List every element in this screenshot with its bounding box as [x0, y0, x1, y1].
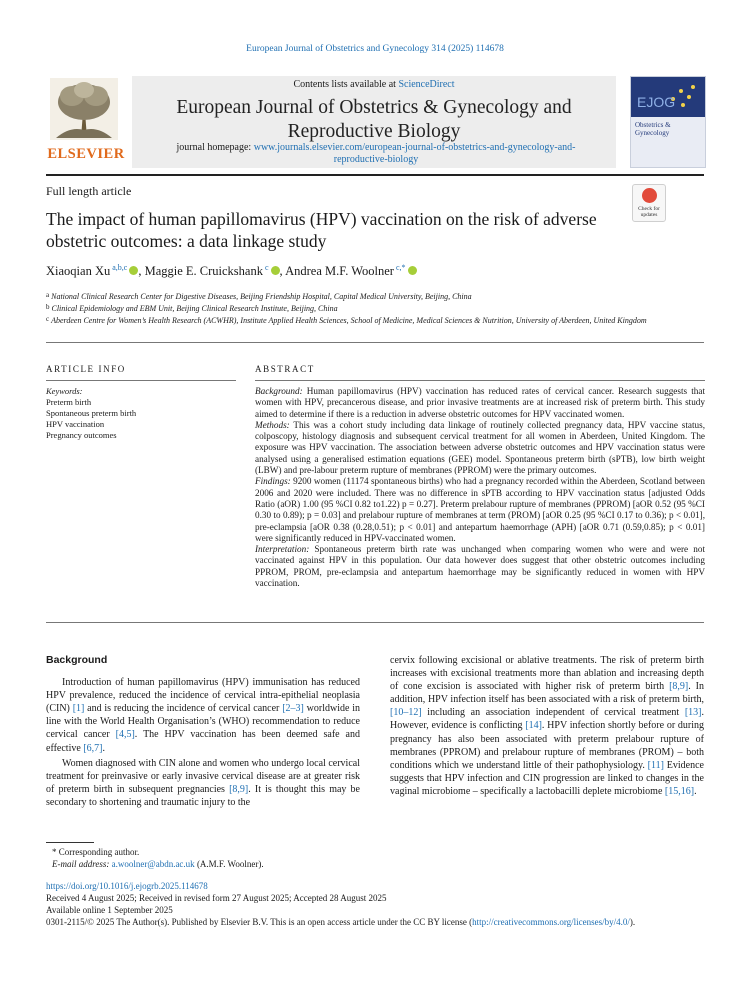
affiliations — [46, 290, 696, 326]
reference-link[interactable]: [1] — [72, 703, 85, 715]
email-note — [52, 858, 264, 870]
abstract-paragraph — [255, 544, 705, 589]
author-list — [46, 263, 417, 279]
homepage-link-continued[interactable]: reproductive-biology — [333, 154, 419, 165]
author-affiliation-marks[interactable]: a,b,c — [110, 263, 128, 272]
keyword[interactable]: HPV vaccination — [46, 419, 105, 429]
svg-text:EJOG: EJOG — [637, 94, 676, 110]
abstract-subheading: Findings: — [255, 476, 291, 487]
contents-line — [132, 79, 616, 90]
journal-name-line-1: European Journal of Obstetrics & Gynecology and — [176, 97, 572, 118]
license-suffix: ). — [629, 917, 636, 927]
section-heading-background: Background — [46, 654, 108, 666]
elsevier-logo[interactable] — [46, 76, 125, 164]
abstract-text: This was a cohort study including data linkage of routinely collected pregnancy data, HPV vaccine status, colposcopy, histology diagnosis and subsequent cervical treatment for all women in Aberdeen, United Kingdom. The exposure was HPV vaccination. The association between adverse obstetric outcomes and HPV vaccination status were analysed using a generalised estimation equations (GEE) model. Spontaneous preterm birth (sPTB), low birth weight (LBW) and pre-labour preterm rupture of membranes (PPROM) were the primary outcomes. — [255, 419, 705, 476]
body-text: . — [694, 785, 697, 797]
abstract-subheading: Methods: — [255, 419, 290, 430]
body-text: including an association independent of cervical treatment — [421, 707, 685, 719]
author-name[interactable]: Xiaoqian Xu — [46, 264, 111, 278]
affiliation — [46, 290, 696, 302]
article-title: The impact of human papillomavirus (HPV) vaccination on the risk of adverse obstetric outcomes: a data linkage study — [46, 209, 597, 251]
affiliation — [46, 314, 696, 326]
footnotes — [52, 846, 264, 870]
paragraph — [46, 757, 360, 809]
body-text: . However, evidence is conflicting — [390, 707, 704, 732]
affiliation-label: c — [46, 315, 50, 323]
orcid-icon[interactable] — [271, 266, 280, 275]
body-text: Introduction of human papillomavirus (HPV) immunisation has reduced HPV prevalence, reduced the incidence of cervical intra-epithelial neoplasia (CIN) — [46, 677, 360, 715]
body-text: . — [102, 742, 105, 754]
body-text: cervix following excisional or ablative treatments. The risk of preterm birth increases with excisional treatments more than ablation and increasing depth of cone excision is associated with higher risk of preterm birth — [390, 655, 704, 693]
affiliation-label: b — [46, 303, 50, 311]
affiliation-text: National Clinical Research Center for Digestive Diseases, Beijing Friendship Hospital, Capital Medical University, Beijing, China — [51, 292, 472, 301]
reference-link[interactable]: [14] — [525, 720, 542, 732]
article-info-heading: ARTICLE INFO — [46, 364, 126, 374]
publication-info — [46, 880, 716, 928]
keyword[interactable]: Preterm birth — [46, 397, 92, 407]
abstract-text: Human papillomavirus (HPV) vaccination has reduced rates of cervical cancer. Research suggests that women with HPV, precancerous disease, and prior invasive treatments are at increased risk of preterm birth. This study aimed to determine if there is a reduction in adverse obstetric outcomes for HPV vaccinated women. — [255, 386, 705, 419]
body-text: and is reducing the incidence of cervical cancer — [84, 703, 283, 715]
abstract-paragraph — [255, 420, 705, 476]
abstract-paragraph — [255, 386, 705, 420]
contents-prefix: Contents lists available at — [293, 79, 399, 90]
email-label: E-mail address: — [52, 859, 112, 869]
keyword[interactable]: Pregnancy outcomes — [46, 430, 117, 440]
reference-link[interactable]: [8,9] — [229, 783, 249, 795]
article-info-rule — [46, 380, 236, 381]
abstract-paragraph — [255, 476, 705, 544]
journal-name — [132, 96, 616, 144]
orcid-icon[interactable] — [129, 266, 138, 275]
abstract-text: 9200 women (11174 spontaneous births) who had a pregnancy recorded within the Aberdeen, Scotland between 2006 and 2020 were included. There was no difference in sPTB according to HPV vaccination status [adjusted Odds Ratio (aOR) 1.00 (95 %CI 0.82 to1.22) p = 0.27]. Preterm prelabour rupture of membranes (PPROM) [aOR 0.52 (95 %CI 0.30 to 0.89); p = 0.03] and prelabour rupture of membranes at term (PROM) [aOR 0.25 (95 %CI 0.17 to 0.36); p < 0.01], pre-eclampsia [aOR 0.38 (0.28,0.51); p < 0.01] and antepartum haemorrhage (APH) [aOR 0.71 (0.59,0.85); p < 0.01] were significantly reduced in HPV-vaccinated women. — [255, 476, 705, 543]
corresponding-author-note: * Corresponding author. — [52, 847, 140, 857]
author-name[interactable]: Maggie E. Cruickshank — [144, 264, 263, 278]
elsevier-tree-icon — [50, 78, 118, 140]
keywords-title: Keywords: — [46, 386, 83, 396]
body-text: . In addition, HPV infection itself has been associated with a risk of preterm birth, — [390, 681, 704, 706]
reference-link[interactable]: [8,9] — [669, 681, 689, 693]
abstract-body — [255, 386, 705, 589]
reference-link[interactable]: [15,16] — [664, 785, 695, 797]
author-name[interactable]: Andrea M.F. Woolner — [285, 264, 394, 278]
body-text: Evidence suggests that HPV infection and CIN progression are linked to changes in the vaginal microbiome – specifically a lactobacilli deplete microbiome — [390, 759, 704, 797]
journal-homepage — [140, 142, 612, 166]
orcid-icon[interactable] — [408, 266, 417, 275]
keywords-block — [46, 386, 236, 441]
author-separator: , — [138, 264, 145, 278]
available-online: Available online 1 September 2025 — [46, 905, 173, 915]
doi-link[interactable]: https://doi.org/10.1016/j.ejogrb.2025.114678 — [46, 881, 208, 891]
affiliation-text: Aberdeen Centre for Women’s Health Research (ACWHR), Institute Applied Health Sciences, School of Medicine, Medical Sciences & Nutrition, University of Aberdeen, United Kingdom — [51, 316, 647, 325]
body-text: Women diagnosed with CIN alone and women who undergo local cervical treatment for preinvasive or early invasive cervical disease are at greater risk of preterm birth in subsequent pregnancies — [46, 757, 360, 795]
check-updates-label: Check for updates — [638, 206, 660, 218]
abstract-subheading: Background: — [255, 386, 303, 396]
author-separator: , — [279, 264, 286, 278]
body-column-left — [46, 654, 360, 811]
abstract-heading: ABSTRACT — [255, 364, 315, 374]
license-link[interactable]: http://creativecommons.org/licenses/by/4.0/ — [472, 917, 630, 927]
footnote-rule — [46, 842, 94, 843]
cover-band — [631, 77, 706, 117]
section-rule-bottom — [46, 622, 704, 623]
paragraph — [390, 654, 704, 798]
affiliation-text: Clinical Epidemiology and EBM Unit, Beijing Clinical Research Institute, Beijing, China — [51, 304, 338, 313]
cover-stars-icon — [631, 77, 706, 117]
body-text: . The HPV vaccination has been deemed safe and effective — [46, 729, 360, 754]
reference-link[interactable]: [11] — [647, 759, 664, 771]
received-dates: Received 4 August 2025; Received in revised form 27 August 2025; Accepted 28 August 2025 — [46, 893, 387, 903]
elsevier-wordmark: ELSEVIER — [47, 146, 125, 162]
journal-banner — [132, 76, 616, 168]
reference-link[interactable]: [2–3] — [282, 703, 304, 715]
body-column-right — [390, 654, 704, 800]
body-text: . HPV infection shortly before or during pregnancy has also been associated with preterm prelabour rupture of membranes (PPROM) and prelabour rupture of membranes (PROM) – both conditions which we understand little of their pathophysiology. — [390, 720, 704, 771]
journal-name-line-2: Reproductive Biology — [287, 121, 461, 142]
author-affiliation-marks[interactable]: c,* — [393, 263, 406, 272]
email-suffix: (A.M.F. Woolner). — [194, 859, 264, 869]
keyword-list — [46, 397, 236, 441]
homepage-link[interactable]: www.journals.elsevier.com/european-journal-of-obstetrics-and-gynecology-and- — [253, 142, 576, 153]
abstract-text: Spontaneous preterm birth rate was unchanged when comparing women who were and were not vaccinated against HPV in this population. Our data however does suggest that other obstetric outcomes including PPROM, PROM, pre-eclampsia and antepartum haemorrhage may be significantly reduced in women with HPV vaccination. — [255, 544, 705, 589]
license-prefix: 0301-2115/© 2025 The Author(s). Published by Elsevier B.V. This is an open access article under the CC BY license ( — [46, 917, 473, 927]
check-updates-icon — [642, 188, 657, 203]
license-line — [46, 916, 716, 928]
running-head[interactable]: European Journal of Obstetrics and Gynecology 314 (2025) 114678 — [246, 44, 504, 54]
sciencedirect-link[interactable]: ScienceDirect — [398, 79, 455, 90]
reference-link[interactable]: [10–12] — [390, 707, 422, 719]
masthead-rule — [46, 174, 704, 176]
abstract-subheading: Interpretation: — [255, 544, 310, 555]
check-for-updates-button[interactable] — [632, 184, 666, 222]
reference-link[interactable]: [6,7] — [83, 742, 103, 754]
affiliation — [46, 302, 696, 314]
paragraph — [46, 676, 360, 755]
homepage-label: journal homepage: — [176, 142, 254, 153]
abstract-rule — [255, 380, 705, 381]
keyword[interactable]: Spontaneous preterm birth — [46, 408, 137, 418]
reference-link[interactable]: [13] — [684, 707, 702, 719]
author-affiliation-marks[interactable]: c — [262, 263, 269, 272]
cover-title: Obstetrics & Gynecology — [635, 121, 671, 137]
reference-link[interactable]: [4,5] — [115, 729, 135, 741]
body-text: . It is thought this may be secondary to shortening and traumatic injury to the — [46, 783, 360, 808]
affiliation-label: a — [46, 291, 50, 299]
article-type: Full length article — [46, 184, 132, 198]
journal-masthead — [46, 76, 706, 168]
journal-cover-thumbnail[interactable] — [630, 76, 706, 168]
section-rule-top — [46, 342, 704, 343]
body-text: worldwide in line with the World Health Organisation’s (WHO) recommendation to reduce cervical cancer — [46, 703, 360, 741]
email-link[interactable]: a.woolner@abdn.ac.uk — [111, 859, 195, 869]
